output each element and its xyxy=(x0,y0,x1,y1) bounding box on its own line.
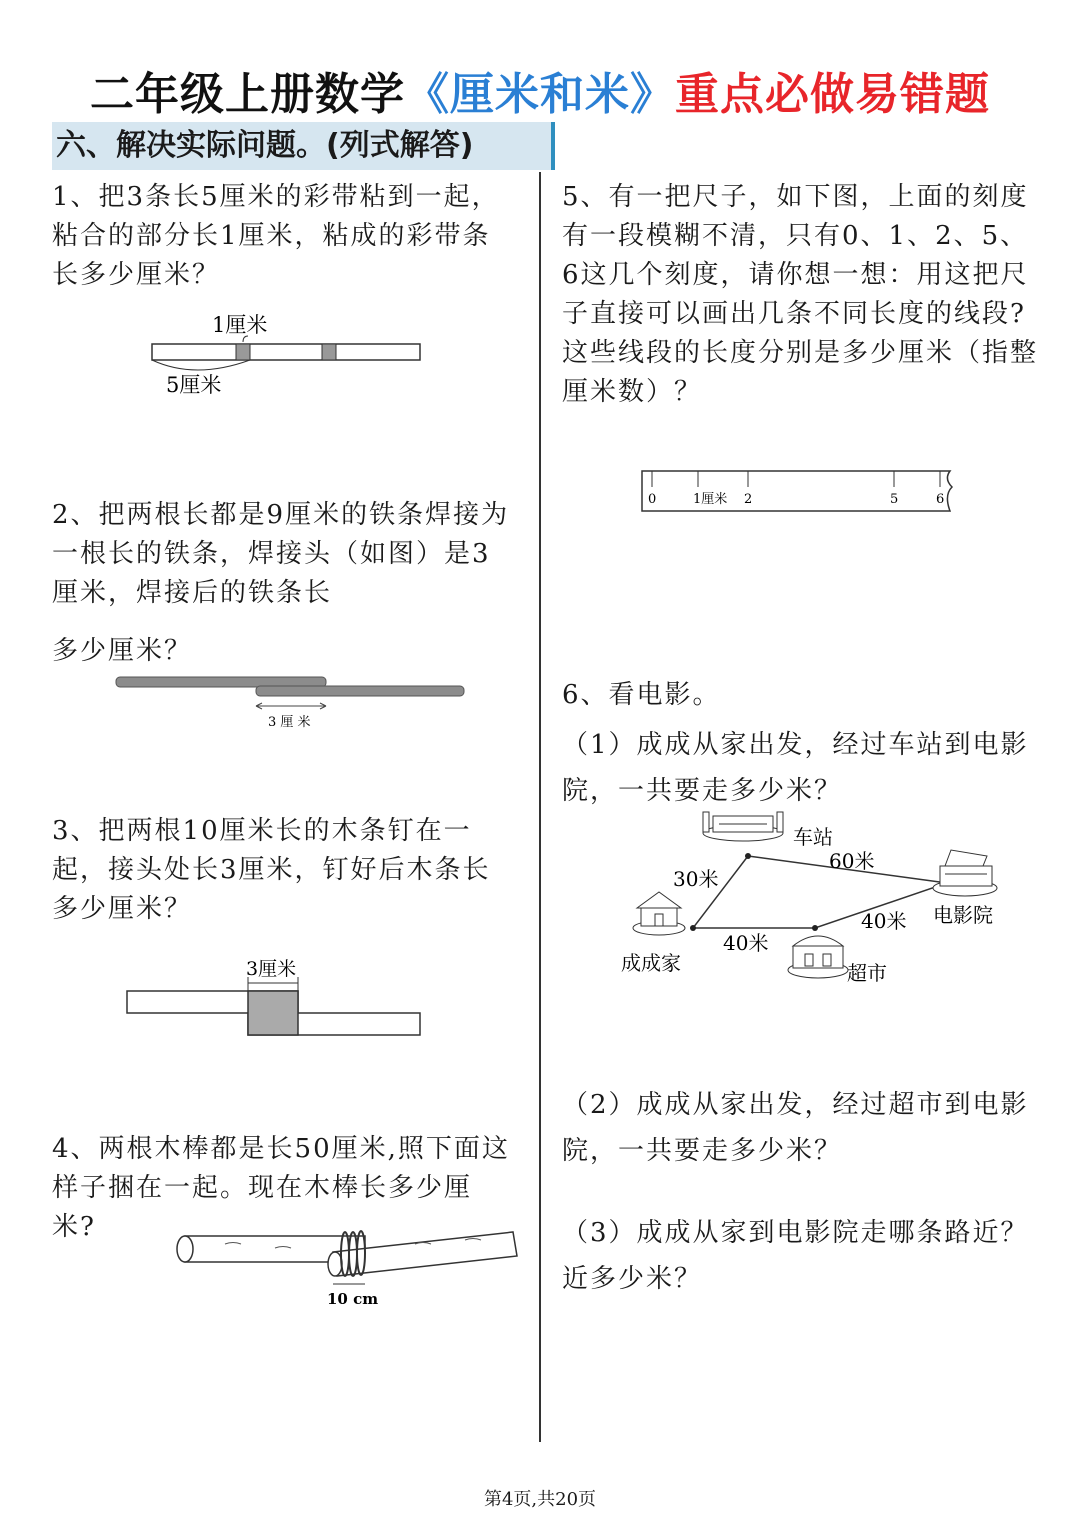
question-4: 4、两根木棒都是长50厘米,照下面这样子捆在一起。现在木棒长多少厘米? xyxy=(52,1134,510,1242)
glue-joint-1 xyxy=(236,344,250,360)
title-part-grade: 二年级上册数学 xyxy=(90,69,405,120)
question-2-continued: 多少厘米？ xyxy=(52,636,193,666)
distance-home-market: 40米 xyxy=(723,931,769,955)
glue-joint-2 xyxy=(322,344,336,360)
route-nodes xyxy=(690,853,950,931)
home-icon xyxy=(633,892,685,935)
ruler-body xyxy=(642,471,952,511)
route-lines xyxy=(693,856,947,928)
figure-wood-strips xyxy=(120,955,430,1040)
cinema-icon xyxy=(933,850,997,896)
question-2: 2、把两根长都是9厘米的铁条焊接为一根长的铁条，焊接头（如图）是3厘米，焊接后的铁条长 xyxy=(52,500,510,608)
distance-market-cinema: 40米 xyxy=(861,909,907,933)
stick-2-end xyxy=(328,1252,342,1276)
tick-label-1: 1厘米 xyxy=(693,492,728,507)
tick-label-5: 5 xyxy=(890,492,899,507)
label-cinema: 电影院 xyxy=(933,903,993,927)
label-overlap-length: 3厘米 xyxy=(246,958,297,980)
label-home: 成成家 xyxy=(621,951,681,975)
ribbon-strip xyxy=(152,344,420,360)
distance-station-cinema: 60米 xyxy=(829,849,875,873)
figure-ribbons xyxy=(140,308,440,403)
label-overlap: 10 cm xyxy=(327,1290,379,1308)
distance-home-station: 30米 xyxy=(673,867,719,891)
question-3: 3、把两根10厘米长的木条钉在一起，接头处长3厘米，钉好后木条长多少厘米？ xyxy=(52,816,491,924)
label-station: 车站 xyxy=(793,825,833,849)
market-icon xyxy=(788,936,848,978)
tick-label-2: 2 xyxy=(744,492,753,507)
question-6-part-3: （3）成成从家到电影院走哪条路近？近多少米？ xyxy=(562,1218,1029,1294)
page-number: 第4页,共20页 xyxy=(483,1489,597,1510)
label-overlap: 1厘米 xyxy=(212,313,268,337)
tick-label-6: 6 xyxy=(936,492,945,507)
question-1: 1、把3条长5厘米的彩带粘到一起，粘合的部分长1厘米，粘成的彩带条长多少厘米？ xyxy=(52,182,500,290)
figure-wooden-sticks xyxy=(165,1222,525,1312)
section-heading: 六、解决实际问题。(列式解答) xyxy=(52,122,555,170)
figure-iron-bars xyxy=(110,672,480,734)
question-5: 5、有一把尺子，如下图，上面的刻度有一段模糊不清，只有0、1、2、5、6这几个刻度，请你想一想：用这把尺子直接可以画出几条不同长度的线段?这些线段的长度分别是多少厘米（指整厘米数）？ xyxy=(562,182,1039,407)
question-6-title: 6、看电影。 xyxy=(562,680,721,710)
label-length: 5厘米 xyxy=(166,373,222,397)
stick-1-end xyxy=(177,1236,193,1262)
question-6-part-1: （1）成成从家出发，经过车站到电影院，一共要走多少米？ xyxy=(562,730,1029,806)
column-divider xyxy=(539,172,541,1442)
length-brace xyxy=(152,360,250,370)
label-market: 超市 xyxy=(847,961,887,985)
figure-route-map xyxy=(615,808,1015,993)
overlap-area xyxy=(248,991,298,1035)
page-title xyxy=(0,58,1080,122)
title-part-topic: 《厘米和米》 xyxy=(405,69,675,120)
label-weld: 3 厘 米 xyxy=(268,715,311,730)
iron-bar-2 xyxy=(256,686,464,696)
question-6-part-2: （2）成成从家出发，经过超市到电影院，一共要走多少米？ xyxy=(562,1090,1029,1166)
title-part-focus: 重点必做易错题 xyxy=(675,69,990,120)
station-icon xyxy=(703,812,783,841)
figure-ruler xyxy=(638,465,968,525)
tick-label-0: 0 xyxy=(648,492,657,507)
